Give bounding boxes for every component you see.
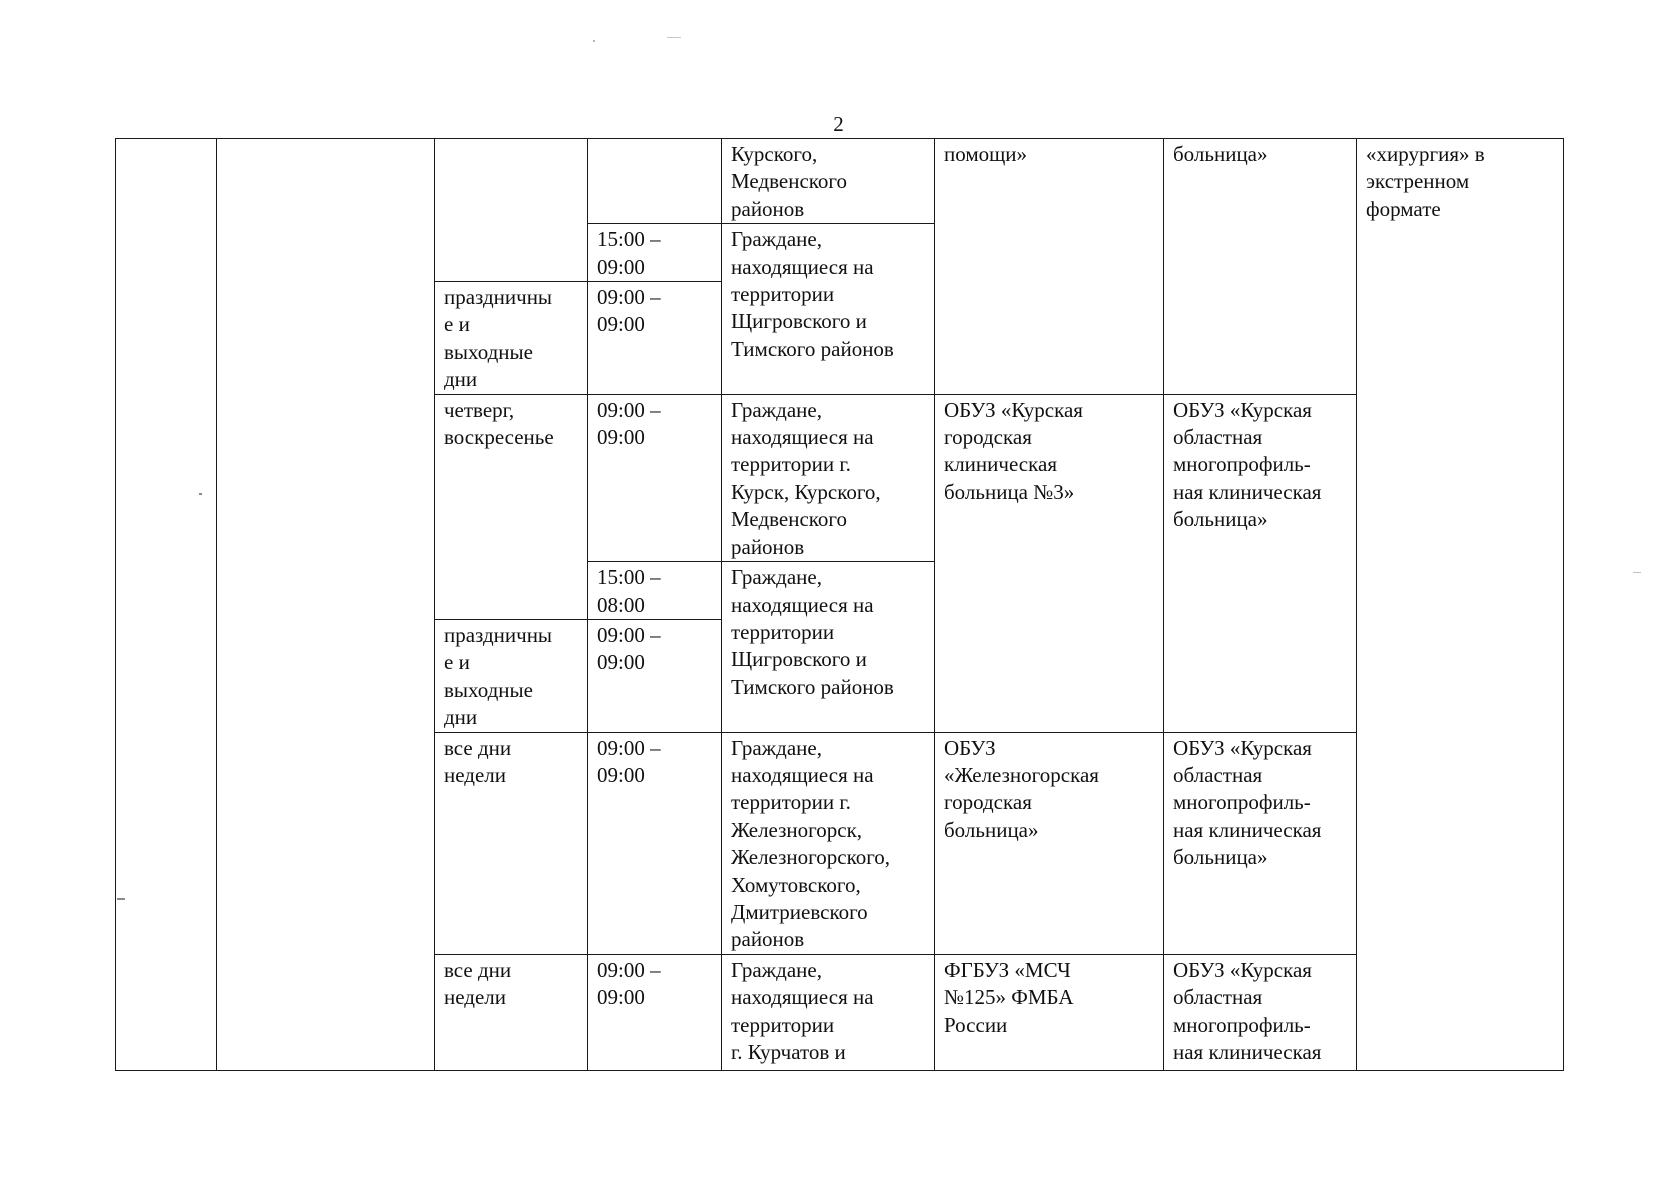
time-cell: 09:00 – 09:00: [588, 282, 722, 395]
profile-cell: «хирургия» в экстренном формате: [1357, 139, 1564, 1071]
population-cell: Граждане, находящиеся на территории Щигровского и Тимского районов: [722, 562, 935, 732]
scan-mark: [1633, 572, 1641, 573]
second-stage-cell: больница»: [1164, 139, 1357, 395]
direction-cell: [217, 139, 435, 1071]
scan-mark: [199, 493, 202, 495]
days-cell: [435, 139, 588, 282]
number-cell: [116, 139, 217, 1071]
table-row: [116, 139, 1564, 224]
second-stage-cell: ОБУЗ «Курская областная многопрофиль- ная клиническая: [1164, 954, 1357, 1070]
scan-mark: [593, 40, 595, 42]
first-stage-cell: ОБУЗ «Железногорская городская больница»: [935, 732, 1164, 954]
scan-mark: [117, 898, 125, 900]
time-cell: [588, 139, 722, 224]
population-cell: Граждане, находящиеся на территории г. Курск, Курского, Медвенского районов: [722, 394, 935, 561]
time-cell: 15:00 – 08:00: [588, 562, 722, 620]
page-number: 2: [833, 112, 844, 136]
population-cell: Граждане, находящиеся на территории г. Железногорск, Железногорского, Хомутовского, Дмитриевского районов: [722, 732, 935, 954]
second-stage-cell: ОБУЗ «Курская областная многопрофиль- ная клиническая больница»: [1164, 394, 1357, 732]
scan-mark: [667, 37, 681, 38]
days-cell: праздничны е и выходные дни: [435, 282, 588, 395]
time-cell: 09:00 – 09:00: [588, 732, 722, 954]
first-stage-cell: помощи»: [935, 139, 1164, 395]
time-cell: 09:00 – 09:00: [588, 619, 722, 732]
first-stage-cell: ОБУЗ «Курская городская клиническая больница №3»: [935, 394, 1164, 732]
days-cell: праздничны е и выходные дни: [435, 619, 588, 732]
population-cell: Курского, Медвенского районов: [722, 139, 935, 224]
second-stage-cell: ОБУЗ «Курская областная многопрофиль- ная клиническая больница»: [1164, 732, 1357, 954]
time-cell: 09:00 – 09:00: [588, 954, 722, 1070]
schedule-table: [115, 138, 1564, 1071]
first-stage-cell: ФГБУЗ «МСЧ №125» ФМБА России: [935, 954, 1164, 1070]
population-cell: Граждане, находящиеся на территории Щигровского и Тимского районов: [722, 224, 935, 394]
days-cell: все дни недели: [435, 954, 588, 1070]
time-cell: 09:00 – 09:00: [588, 394, 722, 561]
population-cell: Граждане, находящиеся на территории г. Курчатов и: [722, 954, 935, 1070]
days-cell: четверг, воскресенье: [435, 394, 588, 619]
days-cell: все дни недели: [435, 732, 588, 954]
time-cell: 15:00 – 09:00: [588, 224, 722, 282]
